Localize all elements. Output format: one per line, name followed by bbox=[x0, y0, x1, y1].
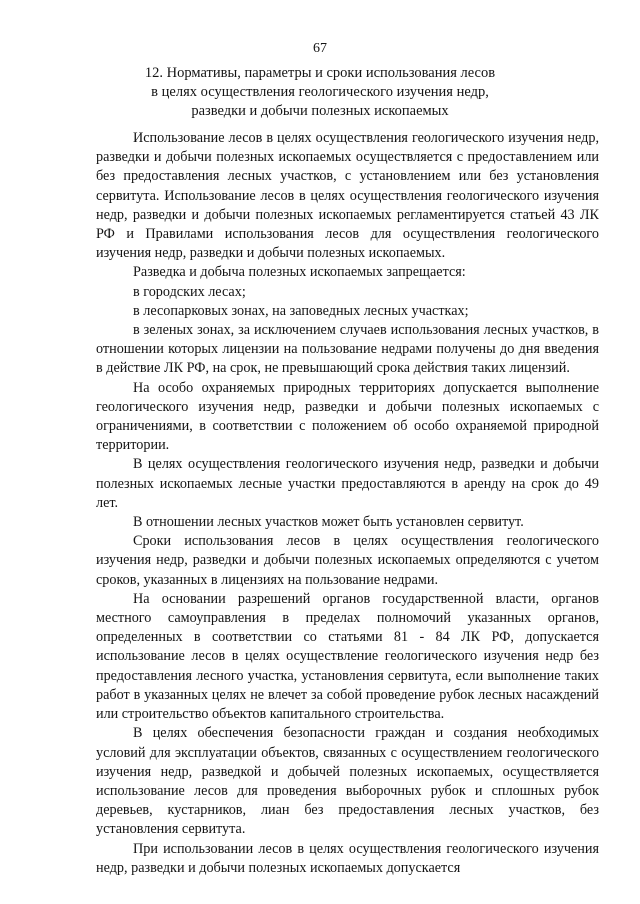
paragraph: В целях осуществления геологического изучения недр, разведки и добычи полезных ископаемых лесные участки предоставляются в аренду на срок до 49 лет. bbox=[96, 456, 599, 511]
document-body bbox=[96, 129, 599, 878]
paragraph: В целях обеспечения безопасности граждан и создания необходимых условий для эксплуатации объектов, связанных с осуществлением геологического изучения недр, разведкой и добычей полезных ископаемых, осуществляется использование лесов для проведения выборочных рубок и сплошных рубок деревьев, кустарников, лиан без предоставления лесных участков, без установления сервитута. bbox=[96, 725, 599, 838]
section-heading-line: 12. Нормативы, параметры и сроки использования лесов bbox=[144, 65, 496, 81]
section-heading-line: в целях осуществления геологического изучения недр, bbox=[151, 84, 489, 100]
list-item: в зеленых зонах, за исключением случаев использования лесных участков, в отношении которых лицензии на пользование недрами получены до дня введения в действие ЛК РФ, на срок, не превышающий срока действия таких лицензий. bbox=[96, 322, 599, 377]
paragraph: Сроки использования лесов в целях осуществления геологического изучения недр, разведки и добычи полезных ископаемых определяются с учетом сроков, указанных в лицензиях на пользование недрами. bbox=[96, 533, 599, 588]
paragraph: На основании разрешений органов государственной власти, органов местного самоуправления в пределах полномочий указанных органов, определенных в соответствии со статьями 81 - 84 ЛК РФ, допускается использование лесов в целях осуществление геологического изучения недр без предоставления лесного участка, установления сервитута, если выполнение таких работ в указанных целях не влечет за собой проведение рубок лесных насаждений или строительство объектов капитального строительства. bbox=[96, 590, 599, 723]
paragraph: На особо охраняемых природных территориях допускается выполнение геологического изучения недр, разведки и добычи полезных ископаемых с ограничениями, в соответствии с положением об особо охраняемой природной территории. bbox=[96, 379, 599, 454]
paragraph: В отношении лесных участков может быть установлен сервитут. bbox=[133, 514, 524, 531]
list-item: в лесопарковых зонах, на заповедных лесных участках; bbox=[133, 302, 469, 319]
list-item: в городских лесах; bbox=[133, 283, 246, 300]
section-heading bbox=[90, 64, 550, 121]
page-number: 67 bbox=[313, 41, 327, 56]
section-heading-line: разведки и добычи полезных ископаемых bbox=[191, 103, 449, 119]
paragraph: Использование лесов в целях осуществления геологического изучения недр, разведки и добычи полезных ископаемых осуществляется с предоставлением или без предоставления лесных участков, с установлением или без установления сервитута. Использование лесов в целях осуществления геологического изучения недр, разведки и добычи полезных ископаемых регламентируется статьей 43 ЛК РФ и Правилами использования лесов для осуществления геологического изучения недр, разведки и добычи полезных ископаемых. bbox=[96, 130, 599, 262]
paragraph: Разведка и добыча полезных ископаемых запрещается: bbox=[133, 264, 466, 281]
paragraph: При использовании лесов в целях осуществления геологического изучения недр, разведки и добычи полезных ископаемых допускается bbox=[96, 840, 599, 876]
